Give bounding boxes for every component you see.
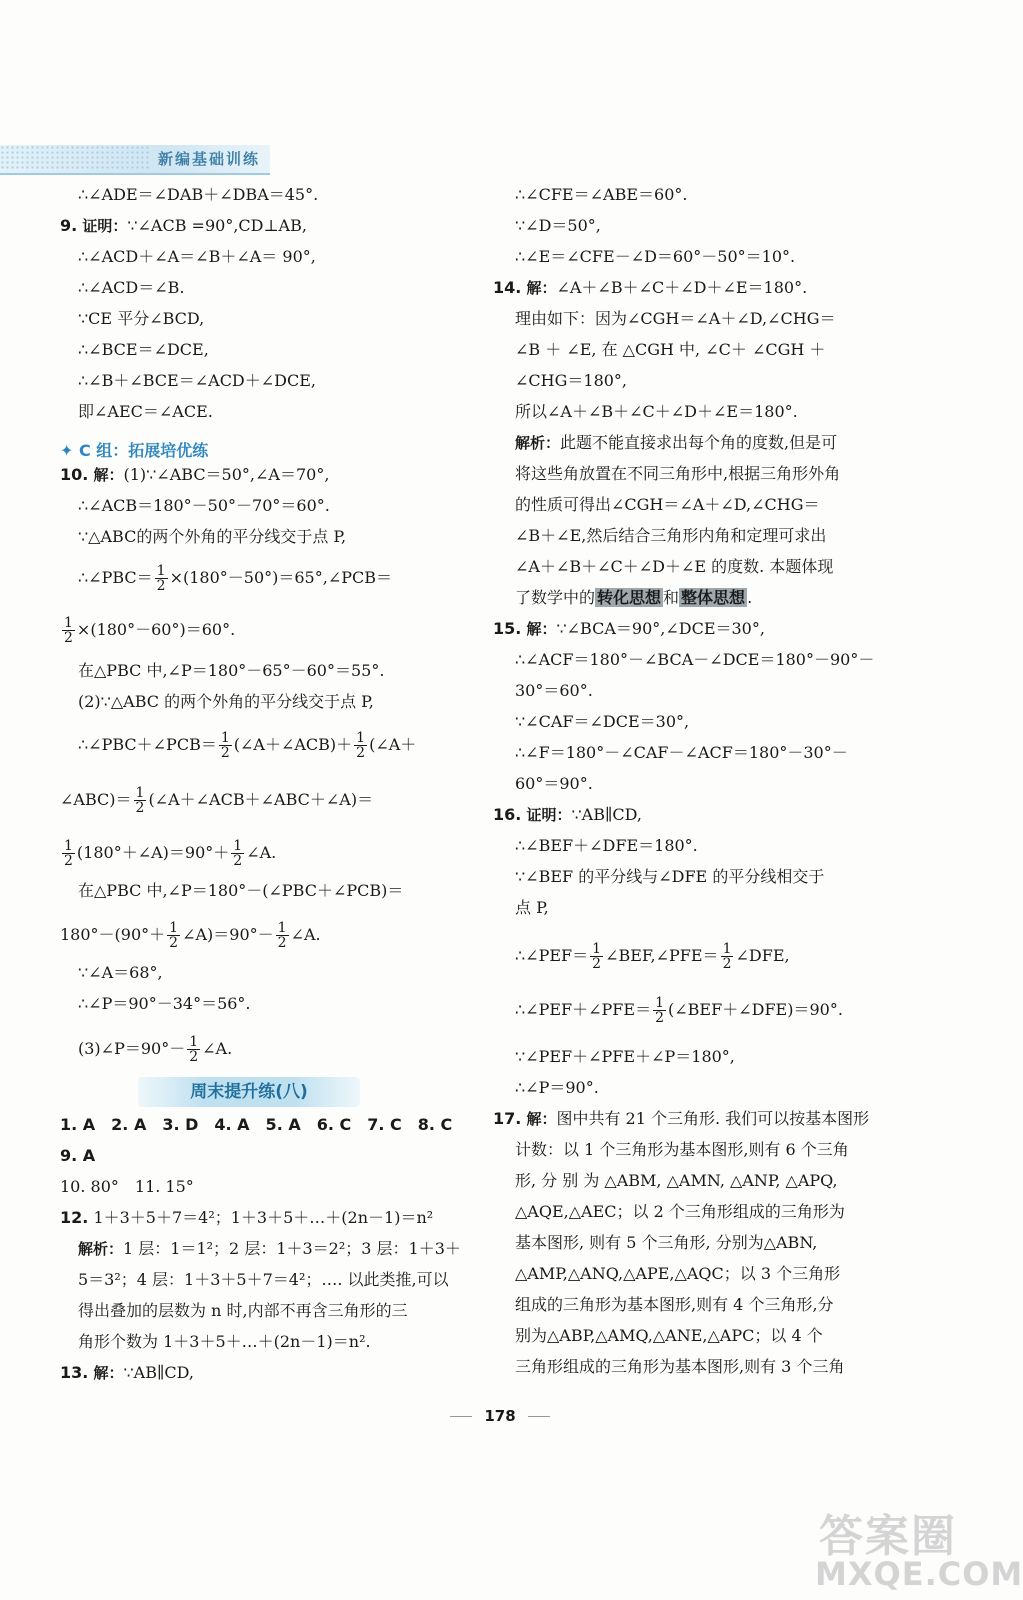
formula-line [60,731,416,760]
denominator: 2 [156,578,166,594]
question-number: 10. [60,465,89,484]
numerator: 1 [64,615,73,631]
text: ∴∠PBC＝ [78,568,153,587]
fraction [155,564,168,593]
numerator: 1 [233,838,243,854]
keyword: 解： [93,466,124,484]
text: ∵AB∥CD, [123,1363,194,1382]
text-line: 的性质可得出∠CGH＝∠A＋∠D,∠CHG＝ [515,495,820,514]
denominator: 2 [655,1010,665,1026]
question-number: 12. [60,1208,89,1227]
numerator: 1 [156,563,166,579]
denominator: 2 [356,745,366,761]
keyword: 解： [526,1110,557,1128]
fraction [354,731,367,760]
text-line: 别为△ABP,△AMQ,△ANE,△APC；以 4 个 [515,1326,823,1345]
text: ×(180°－60°)＝60°. [76,620,236,639]
text: ∠A＋∠B＋∠C＋∠D＋∠E＝180°. [556,278,808,297]
answers-line: 9. A [60,1146,96,1165]
text: ×(180°－50°)＝65°,∠PCB＝ [169,568,392,587]
denominator: 2 [592,956,602,972]
text-line: 60°＝90°. [515,774,593,793]
keyword: 解： [526,620,557,638]
answers-line: 10. 80° 11. 15° [60,1177,194,1196]
section-heading-c: ✦ C 组：拓展培优练 [60,441,209,460]
watermark-url: MXQE.COM [815,1555,1023,1593]
question-12 [60,1207,433,1229]
numerator: 1 [277,920,287,936]
numerator: 1 [189,1034,199,1050]
text-line: ∴∠ACF＝180°－∠BCA－∠DCE＝180°－90°－ [515,650,875,669]
analysis-line [515,432,837,454]
question-17 [493,1108,869,1130]
question-number: 13. [60,1363,89,1382]
text: (∠A＋∠ACB)＋ [233,735,353,754]
text-line: 将这些角放置在不同三角形中,根据三角形外角 [515,464,841,483]
denominator: 2 [220,745,230,761]
header-title: 新编基础训练 [158,150,261,168]
text-line: 基本图形, 则有 5 个三角形, 分别为△ABN, [515,1233,818,1252]
fraction [167,921,180,950]
text-line: ∵∠BEF 的平分线与∠DFE 的平分线相交于 [515,867,825,886]
highlight-term: 整体思想 [681,588,746,607]
fraction [187,1035,200,1064]
question-16 [493,804,642,826]
numerator: 1 [64,838,73,854]
keyword: 解： [93,1364,124,1382]
text: 1＋3＋5＋7＝4²；1＋3＋5＋…＋(2n－1)＝n² [93,1208,434,1227]
text: ∵∠BCA＝90°,∠DCE＝30°, [556,619,765,638]
question-number: 17. [493,1109,522,1128]
keyword: 解： [526,279,557,297]
question-number: 16. [493,805,522,824]
highlight-term: 转化思想 [597,588,662,607]
text: ∠BEF,∠PFE＝ [605,946,719,965]
question-9 [60,215,307,237]
answers-line: 1. A 2. A 3. D 4. A 5. A 6. C 7. C 8. C [60,1115,453,1134]
fraction [219,731,232,760]
text-line: 组成的三角形为基本图形,则有 4 个三角形,分 [515,1295,834,1314]
watermark-logo [815,1500,1023,1595]
keyword: 证明： [82,217,128,235]
formula-line [60,786,373,815]
question-number: 15. [493,619,522,638]
text: ∴∠PBC＋∠PCB＝ [78,735,217,754]
keyword: 解析： [78,1240,124,1258]
text-line: ∠A＋∠B＋∠C＋∠D＋∠E 的度数. 本题体现 [515,557,834,576]
text-line: ∴∠BEF＋∠DFE＝180°. [515,836,698,855]
text: 了数学中的 [515,588,596,607]
text: 1 层：1＝1²；2 层：1＋3＝2²；3 层：1＋3＋ [123,1239,461,1258]
text: 180°－(90°＋ [60,925,166,944]
denominator: 2 [722,956,732,972]
text-line [515,587,752,609]
text: (∠A＋∠ACB＋∠ABC＋∠A)＝ [148,790,374,809]
text: ∠A. [290,925,321,944]
text-line: ∵∠PEF＋∠PFE＋∠P＝180°, [515,1047,735,1066]
fraction [590,942,603,971]
question-10 [60,464,329,486]
text-line: 角形个数为 1＋3＋5＋…＋(2n－1)＝n². [78,1332,371,1351]
numerator: 1 [722,941,732,957]
formula-line [60,839,276,868]
text-line: ∴∠B＋∠BCE＝∠ACD＋∠DCE, [78,371,317,390]
text: ∠ABC)＝ [60,790,132,809]
formula-line [60,921,321,950]
section-badge: 周末提升练(八) [138,1077,360,1107]
text: (1)∵∠ABC＝50°,∠A＝70°, [123,465,330,484]
fraction [721,942,734,971]
text: 此题不能直接求出每个角的度数,但是可 [560,433,838,452]
header-band [0,145,270,175]
text: ∠A. [246,843,277,862]
text-line: 在△PBC 中,∠P＝180°－65°－60°＝55°. [78,661,385,680]
numerator: 1 [135,785,145,801]
text-line: 得出叠加的层数为 n 时,内部不再含三角形的三 [78,1301,408,1320]
analysis-line [60,1238,461,1260]
text-line: ∴∠ACD＝∠B. [78,278,185,297]
text: ∴∠PEF＋∠PFE＝ [515,1000,652,1019]
fraction [276,921,289,950]
text-line: 所以∠A＋∠B＋∠C＋∠D＋∠E＝180°. [515,402,798,421]
text: ∵AB∥CD, [571,805,642,824]
denominator: 2 [64,630,73,646]
text-line: 计数：以 1 个三角形为基本图形,则有 6 个三角 [515,1140,849,1159]
formula-line [60,1035,232,1064]
text-line: ∠B＋∠E,然后结合三角形内角和定理可求出 [515,526,827,545]
text-line: △AQE,△AEC；以 2 个三角形组成的三角形为 [515,1202,845,1221]
question-number: 9. [60,216,78,235]
text-line: ∵△ABC的两个外角的平分线交于点 P, [78,527,347,546]
question-number: 14. [493,278,522,297]
text: 和 [663,588,680,607]
text: ∠DFE, [735,946,790,965]
formula-line [60,564,392,593]
text-line: ∵∠A＝68°, [78,963,163,982]
numerator: 1 [169,920,179,936]
question-15 [493,618,765,640]
text-line: △AMP,△ANQ,△APE,△AQC；以 3 个三角形 [515,1264,841,1283]
denominator: 2 [169,935,179,951]
text-line: 点 P, [515,898,549,917]
watermark-text: 答案圈 [819,1511,957,1562]
text: ∴∠PEF＝ [515,946,589,965]
text-line: ∵∠CAF＝∠DCE＝30°, [515,712,690,731]
denominator: 2 [64,853,73,869]
denominator: 2 [189,1049,199,1065]
text: . [747,588,753,607]
question-13 [60,1362,194,1384]
denominator: 2 [233,853,243,869]
text-line: ∴∠ADE＝∠DAB＋∠DBA＝45°. [78,185,319,204]
text-line: (2)∵△ABC 的两个外角的平分线交于点 P, [78,692,374,711]
text: (3)∠P＝90°－ [78,1039,186,1058]
text-line: ∴∠ACB＝180°－50°－70°＝60°. [78,496,330,515]
text: ∠A. [202,1039,233,1058]
question-14 [493,277,807,299]
keyword: 解析： [515,434,561,452]
text-line: 形, 分 别 为 △ABM, △AMN, △ANP, △APQ, [515,1171,838,1190]
text-line: 即∠AEC＝∠ACE. [78,402,213,421]
fraction [134,786,147,815]
denominator: 2 [277,935,287,951]
fraction [653,996,666,1025]
formula-line [60,616,235,645]
text-line: ∴∠ACD＋∠A＝∠B＋∠A＝ 90°, [78,247,316,266]
text-line: ∵CE 平分∠BCD, [78,309,205,328]
text: ∵∠ACB =90°,CD⊥AB, [127,216,307,235]
text-line: ∠CHG＝180°, [515,371,628,390]
keyword: 证明： [526,806,572,824]
denominator: 2 [135,800,145,816]
text: (180°＋∠A)＝90°＋ [76,843,230,862]
text: 图中共有 21 个三角形. 我们可以按基本图形 [556,1109,870,1128]
text-line: ∴∠CFE＝∠ABE＝60°. [515,185,688,204]
text-line: 理由如下：因为∠CGH＝∠A＋∠D,∠CHG＝ [515,309,836,328]
header-pattern [0,145,150,171]
text-line: ∠B ＋ ∠E, 在 △CGH 中, ∠C＋ ∠CGH ＋ [515,340,826,359]
text-line: 三角形组成的三角形为基本图形,则有 3 个三角 [515,1357,845,1376]
text: ∠A)＝90°－ [182,925,274,944]
text-line: ∴∠P＝90°. [515,1078,599,1097]
numerator: 1 [592,941,602,957]
numerator: 1 [356,730,366,746]
text-line: ∴∠E＝∠CFE－∠D＝60°－50°＝10°. [515,247,796,266]
formula-line [515,996,843,1025]
numerator: 1 [655,995,665,1011]
text-line: ∴∠F＝180°－∠CAF－∠ACF＝180°－30°－ [515,743,848,762]
text: (∠A＋ [369,735,417,754]
formula-line [515,942,790,971]
fraction [62,839,75,868]
text-line: ∴∠BCE＝∠DCE, [78,340,209,359]
fraction [62,616,75,645]
fraction [231,839,244,868]
text-line: 30°＝60°. [515,681,593,700]
numerator: 1 [220,730,230,746]
text-line: 5＝3²；4 层：1＋3＋5＋7＝4²；…. 以此类推,可以 [78,1270,449,1289]
text-line: 在△PBC 中,∠P＝180°－(∠PBC＋∠PCB)＝ [78,881,404,900]
text: (∠BEF＋∠DFE)＝90°. [668,1000,843,1019]
page-number: 178 [0,1407,1000,1425]
text-line: ∴∠P＝90°－34°＝56°. [78,994,251,1013]
text-line: ∵∠D＝50°, [515,216,601,235]
